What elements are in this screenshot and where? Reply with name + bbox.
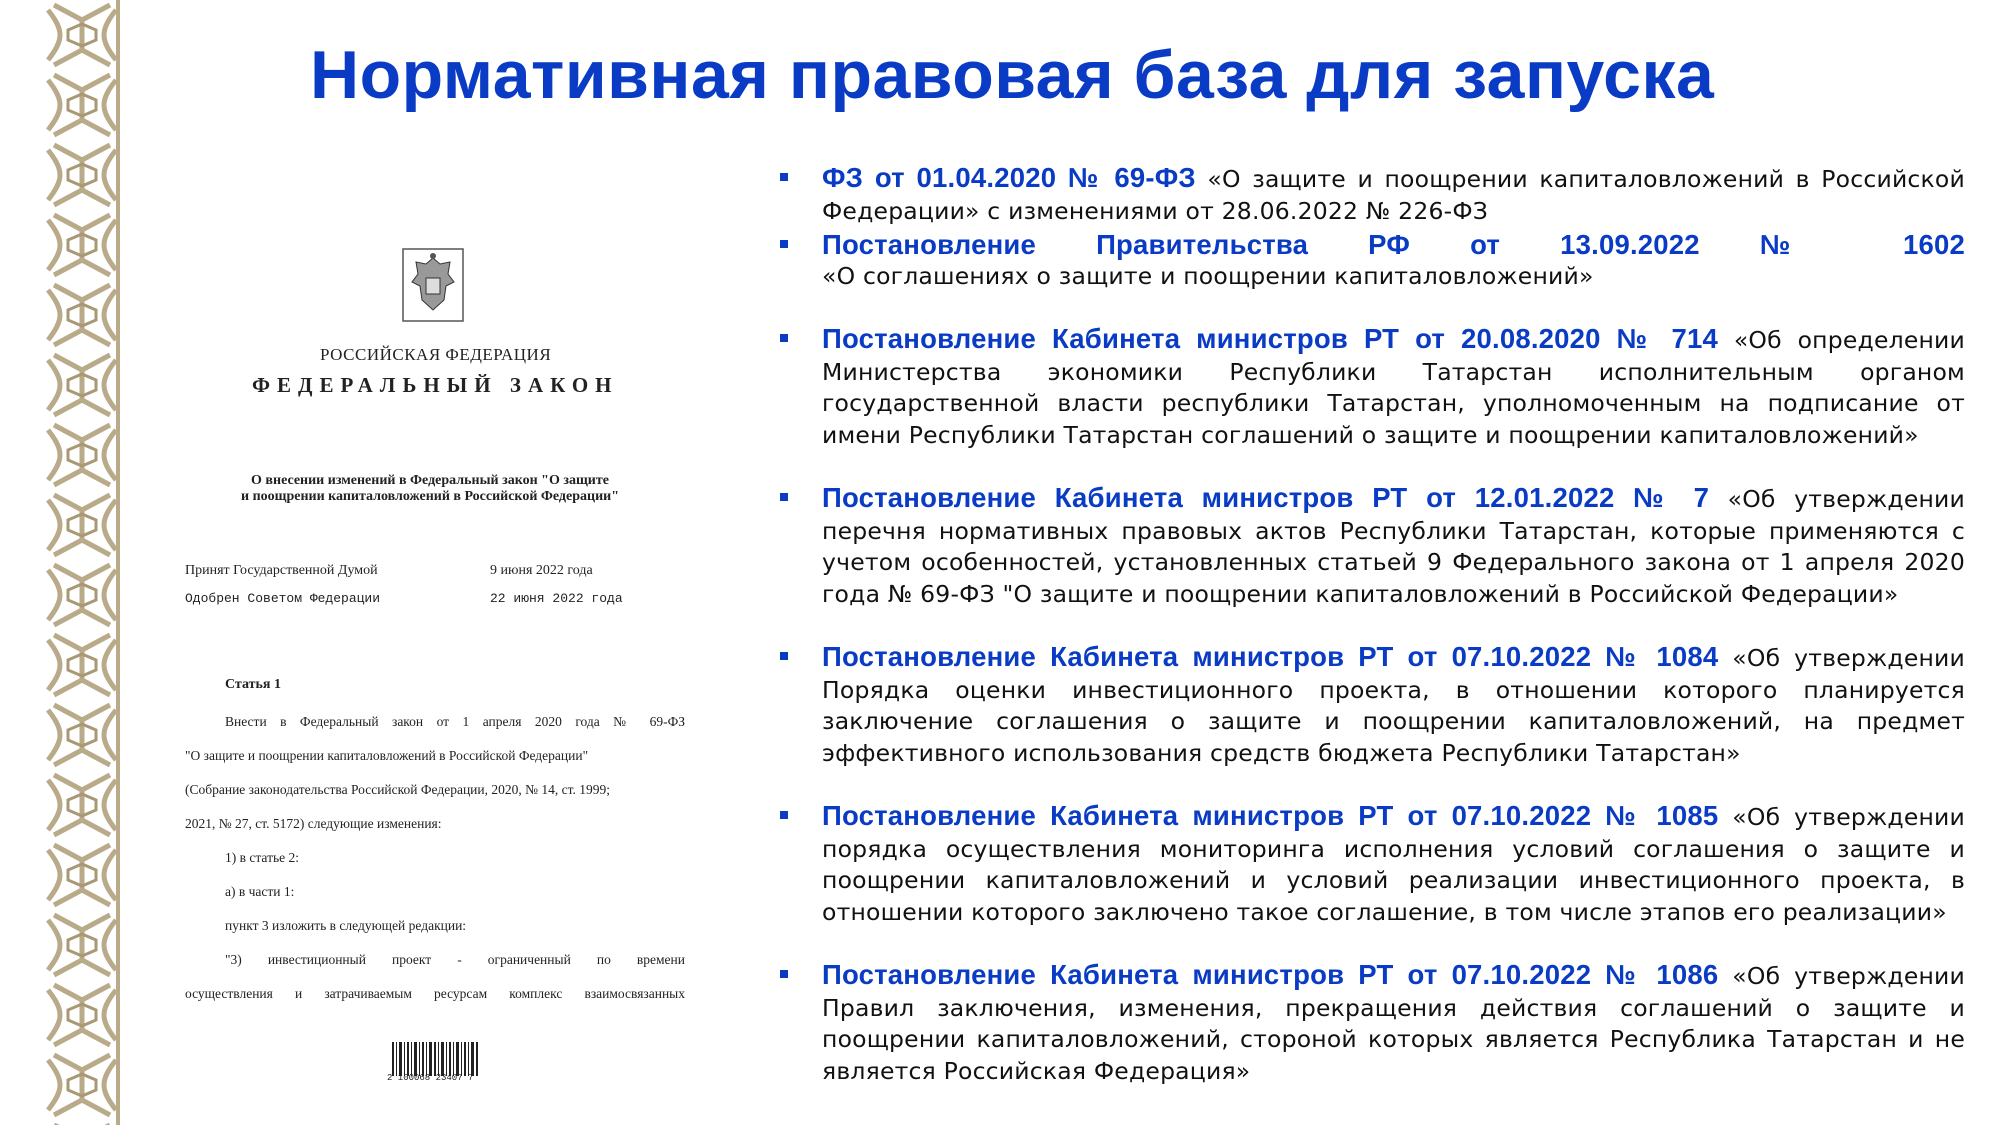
list-item-head: ФЗ от 01.04.2020 № 69-ФЗ — [822, 162, 1196, 193]
bullet-icon — [780, 173, 788, 181]
bullet-icon — [780, 240, 788, 248]
list-item-head: Постановление Правительства РФ от 13.09.2022 № 1602 — [822, 229, 1965, 260]
list-item-body: «Об утверждении порядка осуществления мониторинга исполнения условий соглашения о защите и поощрении капиталовложений и условий реализации инвестиционного проекта, в отношении которого заключено такое соглашение, в том числе этапов его реализации» — [822, 803, 1965, 926]
list-item-body: «Об утверждении перечня нормативных правовых актов Республики Татарстан, которые применяются с учетом особенностей, установленных статьей 9 Федерального закона от 1 апреля 2020 года № 69-ФЗ "О защите и поощрении капиталовложений в Российской Федерации» — [822, 485, 1965, 608]
doc-body-line: 1) в статье 2: — [225, 850, 299, 865]
doc-approved-label: Одобрен Советом Федерации — [185, 591, 381, 606]
list-item-text — [822, 800, 1965, 928]
list-item — [770, 959, 1965, 1087]
slide-title: Нормативная правовая база для запуска — [310, 37, 1715, 113]
law-document-image — [180, 235, 700, 1085]
doc-law-type: ФЕДЕРАЛЬНЫЙ ЗАКОН — [252, 373, 619, 397]
barcode-number: 2 100068 23407 7 — [387, 1073, 474, 1083]
list-item-body: «Об определении Министерства экономики Республики Татарстан исполнительным органом государственной власти республики Татарстан, уполномоченным на подписание от имени Республики Татарстан соглашений о защите и поощрении капиталовложений» — [822, 326, 1966, 449]
doc-body-line: 2021, № 27, ст. 5172) следующие изменения: — [185, 816, 442, 831]
list-item-head: Постановление Кабинета министров РТ от 12.01.2022 № 7 — [822, 482, 1710, 513]
doc-body-line: осуществления и затрачиваемым ресурсам комплекс взаимосвязанных — [185, 986, 685, 1001]
list-item-head: Постановление Кабинета министров РТ от 07.10.2022 № 1084 — [822, 641, 1719, 672]
doc-approved-date: 22 июня 2022 года — [490, 591, 623, 606]
bullet-icon — [780, 811, 788, 819]
list-item-text — [822, 162, 1965, 227]
doc-body-line: Внести в Федеральный закон от 1 апреля 2020 года № 69-ФЗ — [225, 714, 685, 729]
list-item — [770, 800, 1965, 928]
coat-of-arms-icon — [402, 248, 464, 322]
list-item-body: «Об утверждении Правил заключения, изменения, прекращения действия соглашений о защите и поощрении капиталовложений, стороной которых является Республика Татарстан и не является Российская Федерация» — [822, 962, 1965, 1085]
list-item-text — [822, 323, 1965, 451]
list-item — [770, 162, 1965, 227]
doc-body-line: а) в части 1: — [225, 884, 295, 899]
doc-subject-line2: и поощрении капиталовложений в Российской Федерации" — [241, 489, 619, 504]
list-item — [770, 323, 1965, 451]
bullet-icon — [780, 970, 788, 978]
ornament-border — [44, 0, 120, 1125]
list-item — [770, 229, 1965, 292]
doc-body-line: "О защите и поощрении капиталовложений в Российской Федерации" — [185, 748, 589, 763]
doc-body-line: "3) инвестиционный проект - ограниченный по времени — [225, 952, 685, 967]
doc-body-line: (Собрание законодательства Российской Федерации, 2020, № 14, ст. 1999; — [185, 782, 611, 797]
doc-article: Статья 1 — [225, 677, 281, 692]
list-item-body: «Об утверждении Порядка оценки инвестиционного проекта, в отношении которого планируется заключение соглашения о защите и поощрении капиталовложений, на предмет эффективного использования средств бюджета Республики Татарстан» — [822, 644, 1965, 767]
doc-country: РОССИЙСКАЯ ФЕДЕРАЦИЯ — [320, 345, 552, 364]
list-item — [770, 482, 1965, 610]
legal-acts-list — [770, 162, 1965, 1087]
list-item-head: Постановление Кабинета министров РТ от 20.08.2020 № 714 — [822, 323, 1719, 354]
list-item-head: Постановление Кабинета министров РТ от 07.10.2022 № 1085 — [822, 800, 1719, 831]
list-item-head: Постановление Кабинета министров РТ от 07.10.2022 № 1086 — [822, 959, 1719, 990]
doc-adopted-date: 9 июня 2022 года — [490, 563, 593, 578]
list-item-body: «О соглашениях о защите и поощрении капиталовложений» — [822, 261, 1594, 290]
doc-body-line: пункт 3 изложить в следующей редакции: — [225, 918, 467, 933]
doc-body — [185, 705, 685, 1011]
doc-subject-line1: О внесении изменений в Федеральный закон "О защите — [251, 473, 609, 488]
list-item-text — [822, 959, 1965, 1087]
doc-adopted-label: Принят Государственной Думой — [185, 563, 378, 578]
bullet-icon — [780, 652, 788, 660]
doc-subject — [180, 473, 680, 505]
bullet-icon — [780, 334, 788, 342]
list-item — [770, 641, 1965, 769]
list-item-body: «О защите и поощрении капиталовложений в Российской Федерации» с изменениями от 28.06.2022 № 226-ФЗ — [822, 165, 1965, 225]
list-item-text — [822, 641, 1965, 769]
list-item-text — [822, 482, 1965, 610]
bullet-icon — [780, 493, 788, 501]
list-item-text — [822, 229, 1965, 292]
